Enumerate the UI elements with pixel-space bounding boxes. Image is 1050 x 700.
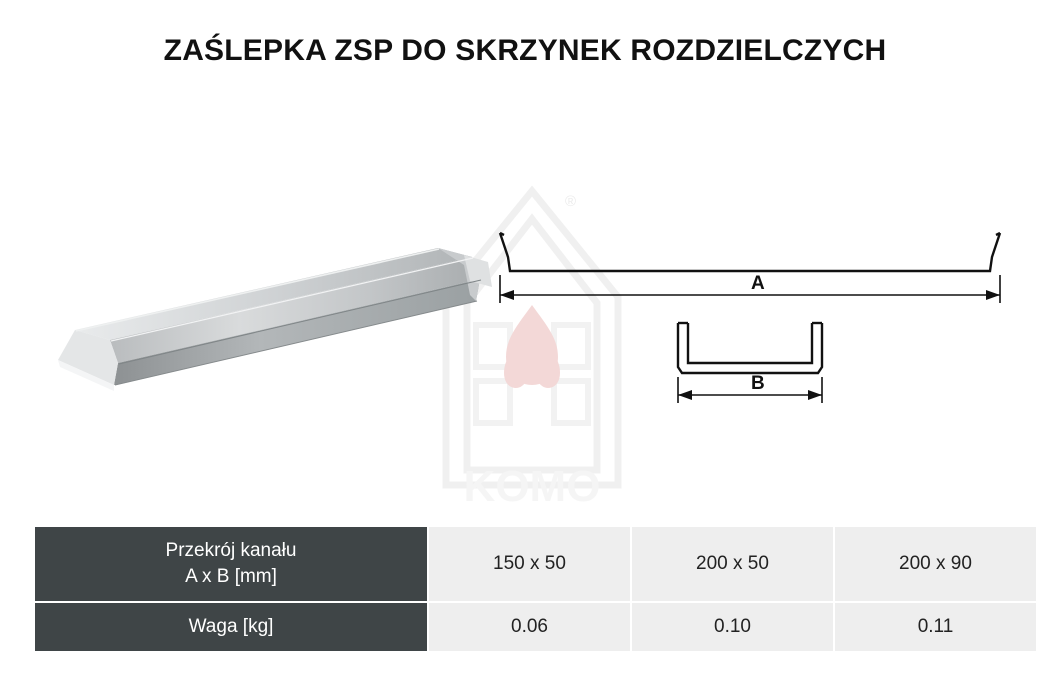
cross-section-value-1: 150 x 50 (428, 526, 631, 602)
row-header-line2: A x B [mm] (185, 566, 277, 587)
page-title: ZAŚLEPKA ZSP DO SKRZYNEK ROZDZIELCZYCH (163, 34, 887, 67)
table-row (34, 602, 1037, 652)
row-header-weight: Waga [kg] (34, 602, 428, 652)
row-header-line1: Przekrój kanału (165, 540, 297, 562)
weight-value-3: 0.11 (834, 602, 1037, 652)
weight-value-1: 0.06 (428, 602, 631, 652)
product-photo (40, 195, 500, 415)
registered-mark: ® (565, 193, 577, 210)
dimension-label-b: B (751, 373, 766, 394)
svg-text:KOMO: KOMO (463, 462, 601, 505)
cross-section-value-2: 200 x 50 (631, 526, 834, 602)
cross-section-value-3: 200 x 90 (834, 526, 1037, 602)
specification-table (33, 525, 1038, 653)
weight-value-2: 0.10 (631, 602, 834, 652)
dimension-label-a: A (751, 273, 766, 294)
row-header-cross-section (34, 526, 428, 602)
table-row (34, 526, 1037, 602)
technical-drawings (470, 195, 1030, 425)
